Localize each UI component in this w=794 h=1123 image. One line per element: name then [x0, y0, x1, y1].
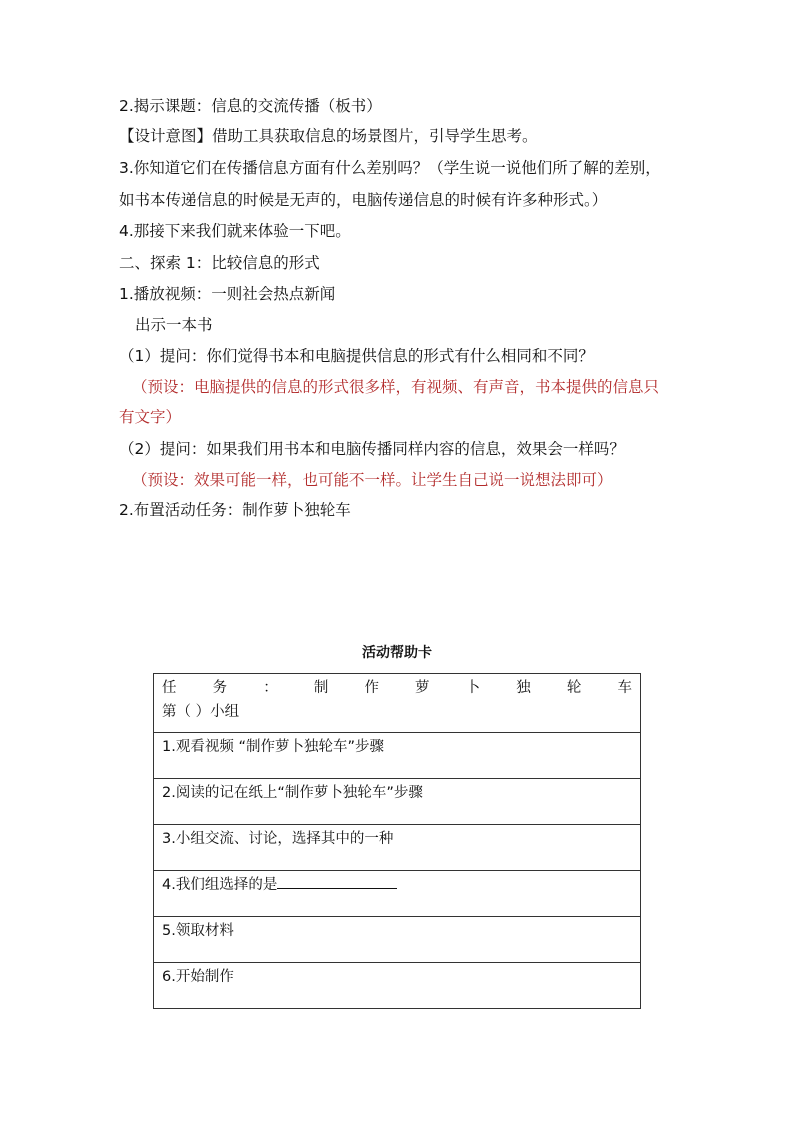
- preset-answer-line: （预设：效果可能一样，也可能不一样。让学生自己说一说想法即可）: [132, 471, 613, 489]
- task-char: ：: [263, 680, 278, 696]
- question-line: （2）提问：如果我们用书本和电脑传播同样内容的信息，效果会一样吗？: [119, 440, 625, 458]
- question-line: （1）提问：你们觉得书本和电脑提供信息的形式有什么相同和不同？: [119, 347, 594, 365]
- preset-answer-line: 有文字）: [119, 408, 182, 426]
- card-title: 活动帮助卡: [362, 645, 432, 661]
- task-char: 独: [516, 680, 531, 696]
- text-line: 2.布置活动任务：制作萝卜独轮车: [119, 501, 351, 519]
- step-row: [154, 871, 641, 917]
- task-row: [154, 674, 641, 733]
- task-heading: [162, 676, 632, 700]
- text-line: 出示一本书: [135, 316, 213, 334]
- section-heading: 二、探索 1：比较信息的形式: [119, 254, 320, 272]
- activity-help-card: [153, 673, 641, 1009]
- task-char: 任: [162, 680, 177, 696]
- answer-blank[interactable]: [277, 874, 397, 889]
- step-row: [154, 779, 641, 825]
- step-label: 4.我们组选择的是: [162, 877, 278, 893]
- text-line: 如书本传递信息的时候是无声的，电脑传递信息的时候有许多种形式。）: [119, 191, 608, 209]
- step-row: [154, 825, 641, 871]
- task-cell: [154, 674, 641, 733]
- step-cell: 3.小组交流、讨论，选择其中的一种: [154, 825, 641, 871]
- task-char: 务: [212, 680, 228, 696]
- step-cell: 1.观看视频 “制作萝卜独轮车”步骤: [154, 733, 641, 779]
- text-line: 4.那接下来我们就来体验一下吧。: [119, 222, 351, 240]
- task-char: 制: [313, 680, 329, 696]
- step-cell: [154, 871, 641, 917]
- task-char: 作: [364, 680, 379, 696]
- text-line: 3.你知道它们在传播信息方面有什么差别吗？（学生说一说他们所了解的差别，: [119, 159, 661, 177]
- step-row: [154, 963, 641, 1009]
- task-char: 卜: [465, 680, 481, 696]
- preset-answer-line: （预设：电脑提供的信息的形式很多样，有视频、有声音，书本提供的信息只: [132, 378, 660, 396]
- text-line: 2.揭示课题：信息的交流传播（板书）: [119, 97, 382, 115]
- task-char: 轮: [566, 680, 582, 696]
- step-cell: 5.领取材料: [154, 917, 641, 963]
- group-label: 第（ ）小组: [162, 704, 240, 720]
- task-char: 萝: [415, 680, 430, 696]
- step-cell: 2.阅读的记在纸上“制作萝卜独轮车”步骤: [154, 779, 641, 825]
- task-char: 车: [617, 680, 632, 696]
- step-row: [154, 733, 641, 779]
- text-line: 【设计意图】借助工具获取信息的场景图片，引导学生思考。: [119, 127, 538, 145]
- text-line: 1.播放视频：一则社会热点新闻: [119, 285, 336, 303]
- step-row: [154, 917, 641, 963]
- step-cell: 6.开始制作: [154, 963, 641, 1009]
